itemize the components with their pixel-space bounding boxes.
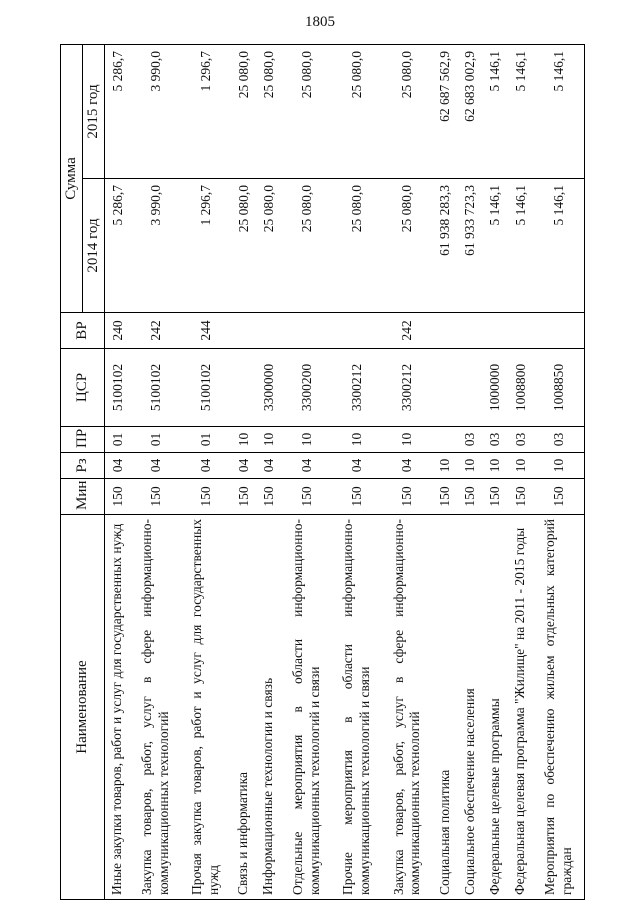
- row-min: 150: [231, 479, 256, 515]
- row-name: Иные закупки товаров, работ и услуг для государственных нужд: [105, 515, 131, 900]
- row-pr: 10: [231, 427, 256, 453]
- row-name: Социальное обеспечение населения: [458, 515, 483, 900]
- row-rz: 04: [256, 453, 281, 479]
- rotated-table-container: [60, 45, 585, 900]
- page-number: 1805: [305, 14, 335, 30]
- row-csr: 3300200: [281, 349, 331, 427]
- row-vr: 244: [181, 313, 231, 349]
- row-vr: 242: [382, 313, 432, 349]
- table-row: [105, 44, 131, 899]
- row-name: Мероприятия по обеспечению жильем отдельных категорий граждан: [533, 515, 584, 900]
- row-vr: [256, 313, 281, 349]
- table-row: [433, 44, 458, 899]
- row-sum-2015: 1 296,7: [181, 44, 231, 178]
- row-name: Связь и информатика: [231, 515, 256, 900]
- row-sum-2015: 3 990,0: [130, 44, 180, 178]
- table-body: [105, 44, 585, 899]
- row-sum-2015: 5 146,1: [508, 44, 533, 178]
- row-vr: [533, 313, 584, 349]
- row-csr: [433, 349, 458, 427]
- row-rz: 04: [382, 453, 432, 479]
- row-min: 150: [181, 479, 231, 515]
- table-row: [508, 44, 533, 899]
- header-year-2014: 2014 год: [83, 179, 105, 313]
- row-min: 150: [508, 479, 533, 515]
- table-row: [332, 44, 382, 899]
- row-pr: 01: [105, 427, 131, 453]
- row-sum-2014: 61 933 723,3: [458, 179, 483, 313]
- row-rz: 10: [458, 453, 483, 479]
- row-csr: 1008850: [533, 349, 584, 427]
- row-rz: 10: [533, 453, 584, 479]
- row-csr: 3300212: [382, 349, 432, 427]
- table-row: [181, 44, 231, 899]
- header-min: Мин: [61, 479, 105, 515]
- header-year-2015: 2015 год: [83, 44, 105, 178]
- row-rz: 10: [483, 453, 508, 479]
- row-vr: 242: [130, 313, 180, 349]
- row-sum-2015: 25 080,0: [256, 44, 281, 178]
- row-pr: 03: [458, 427, 483, 453]
- row-sum-2014: 25 080,0: [332, 179, 382, 313]
- row-csr: 5100102: [181, 349, 231, 427]
- row-vr: [332, 313, 382, 349]
- row-sum-2014: 25 080,0: [231, 179, 256, 313]
- row-sum-2014: 1 296,7: [181, 179, 231, 313]
- row-csr: 1000000: [483, 349, 508, 427]
- row-sum-2014: 25 080,0: [382, 179, 432, 313]
- row-pr: 03: [508, 427, 533, 453]
- row-csr: 5100102: [130, 349, 180, 427]
- row-min: 150: [332, 479, 382, 515]
- table-row: [231, 44, 256, 899]
- row-pr: 01: [181, 427, 231, 453]
- table-row: [533, 44, 584, 899]
- table-row: [483, 44, 508, 899]
- row-rz: 04: [181, 453, 231, 479]
- table-row: [382, 44, 432, 899]
- row-name: Закупка товаров, работ, услуг в сфере информационно-коммуникационных технологий: [130, 515, 180, 900]
- table-row: [281, 44, 331, 899]
- table-row: [458, 44, 483, 899]
- row-min: 150: [433, 479, 458, 515]
- row-min: 150: [281, 479, 331, 515]
- row-vr: [458, 313, 483, 349]
- row-pr: [433, 427, 458, 453]
- table-row: [256, 44, 281, 899]
- row-sum-2014: 25 080,0: [256, 179, 281, 313]
- row-sum-2014: 25 080,0: [281, 179, 331, 313]
- row-rz: 04: [231, 453, 256, 479]
- row-min: 150: [458, 479, 483, 515]
- row-min: 150: [256, 479, 281, 515]
- header-name: Наименование: [61, 515, 105, 900]
- row-name: Прочие мероприятия в области информационно-коммуникационных технологий и связи: [332, 515, 382, 900]
- row-min: 150: [483, 479, 508, 515]
- row-pr: 10: [382, 427, 432, 453]
- row-pr: 03: [483, 427, 508, 453]
- row-vr: 240: [105, 313, 131, 349]
- row-sum-2014: 5 286,7: [105, 179, 131, 313]
- table-header: [61, 44, 105, 899]
- budget-table: [60, 44, 585, 900]
- row-sum-2015: 5 286,7: [105, 44, 131, 178]
- row-sum-2015: 5 146,1: [533, 44, 584, 178]
- row-vr: [483, 313, 508, 349]
- row-pr: 10: [281, 427, 331, 453]
- row-pr: 10: [256, 427, 281, 453]
- row-vr: [231, 313, 256, 349]
- row-csr: 1008800: [508, 349, 533, 427]
- row-csr: 5100102: [105, 349, 131, 427]
- row-sum-2015: 25 080,0: [382, 44, 432, 178]
- row-sum-2014: 61 938 283,3: [433, 179, 458, 313]
- row-sum-2015: 62 687 562,9: [433, 44, 458, 178]
- row-sum-2015: 25 080,0: [281, 44, 331, 178]
- row-rz: 04: [281, 453, 331, 479]
- row-rz: 10: [508, 453, 533, 479]
- row-rz: 10: [433, 453, 458, 479]
- row-name: Прочая закупка товаров, работ и услуг для государственных нужд: [181, 515, 231, 900]
- header-vr: ВР: [61, 313, 105, 349]
- row-csr: 3300000: [256, 349, 281, 427]
- header-sum: Сумма: [61, 44, 83, 312]
- row-rz: 04: [332, 453, 382, 479]
- table-row: [130, 44, 180, 899]
- row-name: Социальная политика: [433, 515, 458, 900]
- header-rz: Рз: [61, 453, 105, 479]
- row-pr: 01: [130, 427, 180, 453]
- row-min: 150: [105, 479, 131, 515]
- row-min: 150: [130, 479, 180, 515]
- header-pr: ПР: [61, 427, 105, 453]
- row-min: 150: [533, 479, 584, 515]
- row-name: Закупка товаров, работ, услуг в сфере информационно-коммуникационных технологий: [382, 515, 432, 900]
- row-name: Федеральная целевая программа "Жилище" на 2011 - 2015 годы: [508, 515, 533, 900]
- row-csr: [458, 349, 483, 427]
- row-pr: 10: [332, 427, 382, 453]
- row-name: Отдельные мероприятия в области информационно-коммуникационных технологий и связи: [281, 515, 331, 900]
- row-rz: 04: [105, 453, 131, 479]
- row-csr: [231, 349, 256, 427]
- row-sum-2015: 25 080,0: [332, 44, 382, 178]
- row-pr: 03: [533, 427, 584, 453]
- row-min: 150: [382, 479, 432, 515]
- row-sum-2014: 5 146,1: [533, 179, 584, 313]
- header-csr: ЦСР: [61, 349, 105, 427]
- row-sum-2015: 5 146,1: [483, 44, 508, 178]
- row-sum-2015: 62 683 002,9: [458, 44, 483, 178]
- row-sum-2014: 3 990,0: [130, 179, 180, 313]
- row-sum-2014: 5 146,1: [508, 179, 533, 313]
- row-csr: 3300212: [332, 349, 382, 427]
- row-name: Информационные технологии и связь: [256, 515, 281, 900]
- row-sum-2014: 5 146,1: [483, 179, 508, 313]
- row-vr: [281, 313, 331, 349]
- row-vr: [508, 313, 533, 349]
- row-name: Федеральные целевые программы: [483, 515, 508, 900]
- row-rz: 04: [130, 453, 180, 479]
- row-vr: [433, 313, 458, 349]
- row-sum-2015: 25 080,0: [231, 44, 256, 178]
